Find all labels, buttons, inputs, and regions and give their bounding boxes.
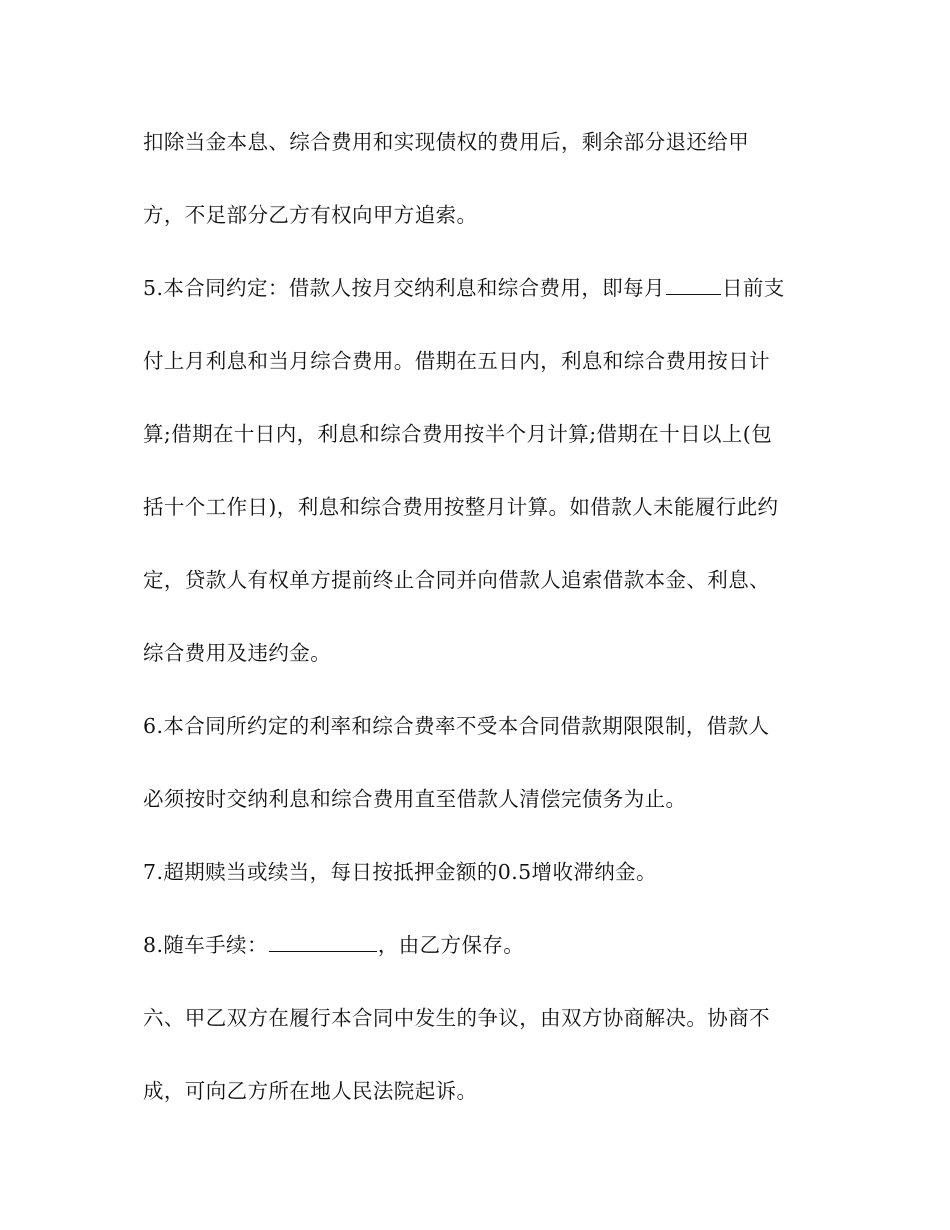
text-line: 括十个工作日)，利息和综合费用按整月计算。如借款人未能履行此约	[143, 495, 779, 519]
text-segment: 8.随车手续：	[143, 933, 268, 957]
text-line: 六、甲乙双方在履行本合同中发生的争议，由双方协商解决。协商不	[143, 1006, 770, 1030]
text-segment: 日前支	[721, 276, 785, 300]
text-line: 付上月利息和当月综合费用。借期在五日内，利息和综合费用按日计	[143, 349, 770, 373]
text-line: 扣除当金本息、综合费用和实现债权的费用后，剩余部分退还给甲	[143, 130, 750, 154]
text-line	[143, 274, 823, 302]
fill-in-blank	[666, 276, 721, 295]
fill-in-blank	[269, 933, 377, 952]
text-line: 定，贷款人有权单方提前终止合同并向借款人追索借款本金、利息、	[143, 568, 770, 592]
text-segment: ，由乙方保存。	[377, 933, 525, 957]
text-line: 成，可向乙方所在地人民法院起诉。	[143, 1079, 478, 1103]
text-line: 算;借期在十日内，利息和综合费用按半个月计算;借期在十日以上(包	[143, 422, 773, 446]
text-line: 6.本合同所约定的利率和综合费率不受本合同借款期限限制，借款人	[143, 714, 770, 738]
text-line: 方，不足部分乙方有权向甲方追索。	[143, 203, 478, 227]
text-line: 综合费用及违约金。	[143, 641, 332, 665]
text-line	[143, 931, 823, 959]
text-segment: 5.本合同约定：借款人按月交纳利息和综合费用，即每月	[143, 276, 665, 300]
text-line: 7.超期赎当或续当，每日按抵押金额的0.5增收滞纳金。	[143, 860, 657, 884]
text-line: 必须按时交纳利息和综合费用直至借款人清偿完债务为止。	[143, 787, 687, 811]
